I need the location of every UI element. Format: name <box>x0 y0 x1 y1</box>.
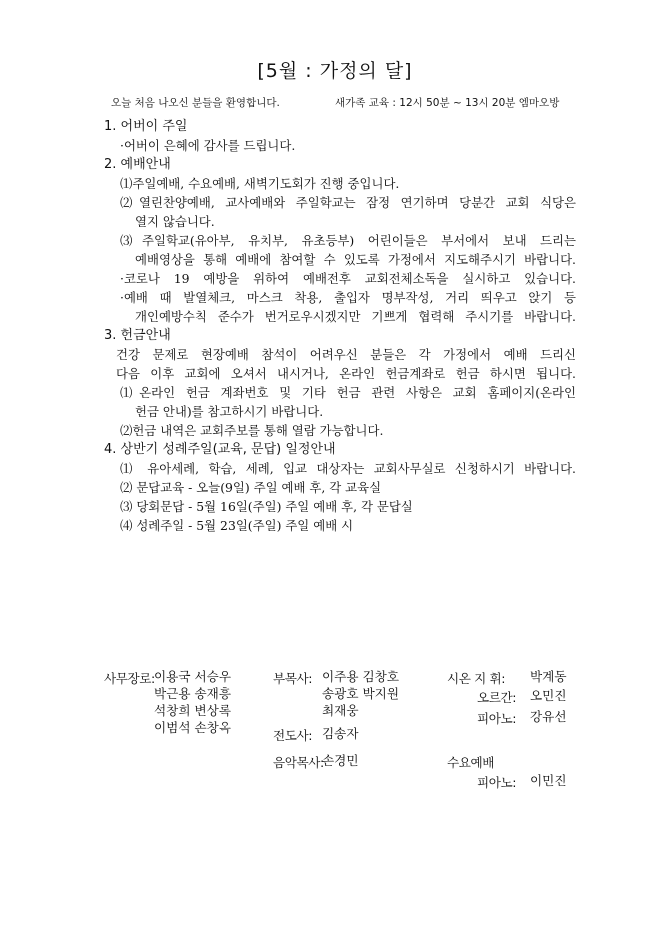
notice-line: ⑵열린찬양예배, 교사예배와 주일학교는 잠정 연기하며 당분간 교회 식당은 <box>120 195 576 210</box>
wednesday-service-label: 수요예배 <box>447 755 495 770</box>
notice-line: ⑴ 유아세례, 학습, 세례, 입교 대상자는 교회사무실로 신청하시기 바랍니다. <box>120 461 576 476</box>
notice-line: 개인예방수칙 준수가 번거로우시겠지만 기쁘게 협력해 주시기를 바랍니다. <box>135 309 576 324</box>
notice-line: ⑶ 당회문답 - 5월 16일(주일) 주일 예배 후, 각 문답실 <box>120 499 413 514</box>
notice-line: 열지 않습니다. <box>135 214 215 229</box>
evangelist-name: 김송자 <box>322 726 359 741</box>
notice-line: ⑵헌금 내역은 교회주보를 통해 열람 가능합니다. <box>120 423 384 438</box>
notice-content <box>104 117 576 535</box>
notice-line: ·예배 때 발열체크, 마스크 착용, 출입자 명부작성, 거리 띄우고 앉기 등 <box>120 290 576 305</box>
organist-name: 오민진 <box>530 688 567 703</box>
associate-pastor-row: 이주용 김창호 <box>322 669 399 684</box>
notice-line: ⑴온라인 헌금 계좌번호 및 기타 헌금 관련 사항은 교회 홈페이지(온라인 <box>120 385 576 400</box>
new-family-schedule: 새가족 교육 : 12시 50분 ~ 13시 20분 엠마오방 <box>335 97 560 109</box>
office-elders-label: 사무장로: <box>104 671 155 686</box>
welcome-text: 오늘 처음 나오신 분들을 환영합니다. <box>111 97 280 109</box>
wednesday-pianist-label: 피아노: <box>477 775 517 790</box>
page-title: [5월 : 가정의 달] <box>257 60 413 82</box>
section-heading-offering: 3. 헌금안내 <box>104 328 171 343</box>
office-elder-row: 박근용 송재흥 <box>154 686 231 701</box>
office-elder-row: 석창희 변상록 <box>154 703 231 718</box>
notice-line: ⑶주일학교(유아부, 유치부, 유초등부) 어린이들은 부서에서 보내 드리는 <box>120 233 576 248</box>
evangelist-label: 전도사: <box>273 728 313 743</box>
music-pastor-name: 손경민 <box>322 753 359 768</box>
section-heading-parents-day: 1. 어버이 주일 <box>104 119 188 134</box>
music-pastor-label: 음악목사: <box>273 755 324 770</box>
associate-pastor-row: 최재웅 <box>322 703 359 718</box>
pianist-name: 강유선 <box>530 709 567 724</box>
pianist-label: 피아노: <box>477 711 517 726</box>
staff-directory <box>0 668 670 808</box>
wednesday-pianist-name: 이민진 <box>530 773 567 788</box>
organist-label: 오르간: <box>477 690 517 705</box>
notice-line: 예배영상을 통해 예배에 참여할 수 있도록 가정에서 지도해주시기 바랍니다. <box>135 252 576 267</box>
notice-line: ⑴주일예배, 수요예배, 새벽기도회가 진행 중입니다. <box>120 176 400 191</box>
associate-pastor-row: 송광호 박지원 <box>322 686 399 701</box>
notice-line: 헌금 안내)를 참고하시기 바랍니다. <box>135 404 324 419</box>
office-elder-row: 이용국 서승우 <box>154 669 231 684</box>
notice-line: ⑵ 문답교육 - 오늘(9일) 주일 예배 후, 각 교육실 <box>120 480 382 495</box>
office-elders-names <box>154 668 231 736</box>
notice-line: ·어버이 은혜에 감사를 드립니다. <box>120 138 296 153</box>
notice-line: ·코로나 19 예방을 위하여 예배전후 교회전체소독을 실시하고 있습니다. <box>120 271 576 286</box>
section-heading-sacrament: 4. 상반기 성례주일(교육, 문답) 일정안내 <box>104 442 336 457</box>
section-heading-worship: 2. 예배안내 <box>104 157 171 172</box>
zion-conductor-name: 박계동 <box>530 669 567 684</box>
zion-conductor-label: 시온 지 휘: <box>447 671 506 686</box>
notice-line: 다음 이후 교회에 오셔서 내시거나, 온라인 헌금계좌로 헌금 하시면 됩니다. <box>116 366 576 381</box>
office-elder-row: 이범석 손창옥 <box>154 720 231 735</box>
notice-line: ⑷ 성례주일 - 5월 23일(주일) 주일 예배 시 <box>120 518 354 533</box>
notice-line: 건강 문제로 현장예배 참석이 어려우신 분들은 각 가정에서 예배 드리신 <box>116 347 576 362</box>
associate-pastors-label: 부목사: <box>273 671 313 686</box>
associate-pastors-names <box>322 668 399 719</box>
